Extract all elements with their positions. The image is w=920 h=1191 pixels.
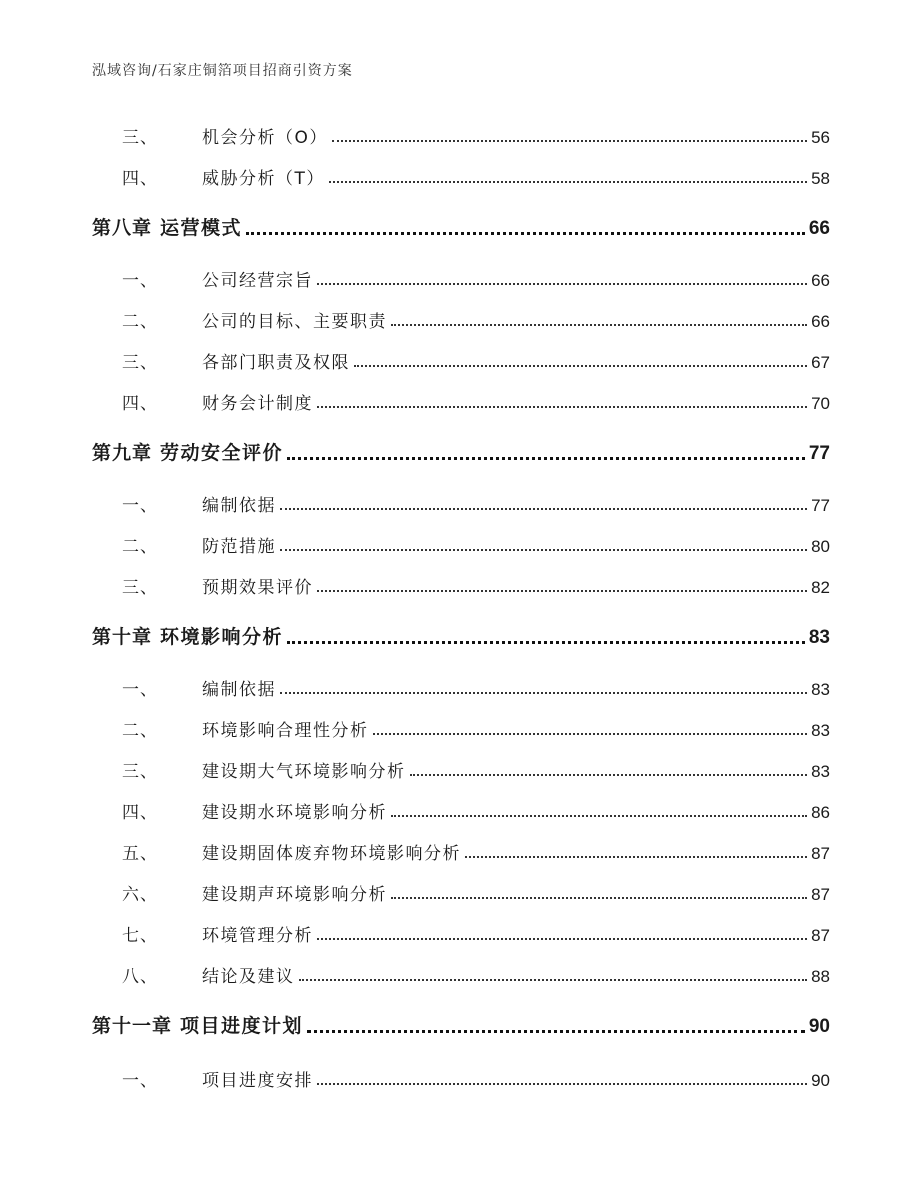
toc-entry[interactable] — [92, 118, 830, 148]
page-number: 83 — [811, 721, 830, 740]
page-number: 87 — [811, 926, 830, 945]
section-title: 环境影响合理性分析 — [202, 721, 369, 741]
page-number: 77 — [808, 443, 830, 464]
page-number: 82 — [811, 578, 830, 597]
section-number: 一、 — [122, 271, 158, 291]
chapter-label: 第十一章 — [92, 1015, 173, 1037]
toc-entry[interactable] — [92, 752, 830, 782]
toc-entry[interactable] — [92, 302, 830, 332]
page-number: 56 — [811, 128, 830, 147]
section-number: 八、 — [122, 967, 158, 987]
dot-leader — [332, 139, 807, 142]
section-title: 建设期大气环境影响分析 — [202, 762, 406, 782]
section-title: 防范措施 — [202, 537, 276, 557]
dot-leader — [287, 640, 805, 644]
toc-entry[interactable] — [92, 916, 830, 946]
section-number: 六、 — [122, 885, 158, 905]
section-number: 一、 — [122, 1071, 158, 1091]
dot-leader — [307, 1029, 805, 1033]
page-number: 66 — [811, 312, 830, 331]
page-number: 88 — [811, 967, 830, 986]
section-title: 威胁分析（T） — [202, 169, 325, 189]
section-title: 建设期固体废弃物环境影响分析 — [202, 844, 461, 864]
page-number: 90 — [811, 1071, 830, 1090]
page-number: 83 — [811, 680, 830, 699]
chapter-title: 劳动安全评价 — [160, 442, 284, 464]
dot-leader — [317, 589, 807, 592]
section-title: 公司的目标、主要职责 — [202, 312, 387, 332]
dot-leader — [317, 282, 807, 285]
section-title: 编制依据 — [202, 496, 276, 516]
toc-entry[interactable] — [92, 568, 830, 598]
section-number: 四、 — [122, 394, 158, 414]
toc-entry[interactable] — [92, 875, 830, 905]
dot-leader — [373, 732, 808, 735]
page-number: 87 — [811, 885, 830, 904]
section-number: 二、 — [122, 721, 158, 741]
page-number: 66 — [808, 218, 830, 239]
running-header: 泓域咨询/石家庄铜箔项目招商引资方案 — [92, 63, 353, 79]
toc-chapter[interactable] — [92, 210, 830, 240]
dot-leader — [410, 773, 808, 776]
chapter-title: 运营模式 — [160, 217, 243, 239]
section-title: 公司经营宗旨 — [202, 271, 313, 291]
page-number: 83 — [811, 762, 830, 781]
toc-chapter[interactable] — [92, 619, 830, 649]
page-number: 66 — [811, 271, 830, 290]
dot-leader — [287, 456, 805, 460]
page-number: 86 — [811, 803, 830, 822]
section-title: 结论及建议 — [202, 967, 295, 987]
toc-entry[interactable] — [92, 834, 830, 864]
toc-chapter[interactable] — [92, 435, 830, 465]
dot-leader — [280, 691, 807, 694]
section-number: 五、 — [122, 844, 158, 864]
toc-entry[interactable] — [92, 527, 830, 557]
section-title: 编制依据 — [202, 680, 276, 700]
chapter-title: 环境影响分析 — [160, 626, 284, 648]
toc-entry[interactable] — [92, 384, 830, 414]
toc-entry[interactable] — [92, 711, 830, 741]
section-number: 三、 — [122, 128, 158, 148]
section-number: 三、 — [122, 353, 158, 373]
dot-leader — [391, 323, 807, 326]
chapter-title: 项目进度计划 — [180, 1015, 304, 1037]
toc-entry[interactable] — [92, 261, 830, 291]
section-title: 建设期水环境影响分析 — [202, 803, 387, 823]
chapter-label: 第十章 — [92, 626, 153, 648]
dot-leader — [280, 507, 807, 510]
section-number: 四、 — [122, 803, 158, 823]
page-number: 90 — [808, 1016, 830, 1037]
section-title: 项目进度安排 — [202, 1071, 313, 1091]
section-title: 环境管理分析 — [202, 926, 313, 946]
section-number: 二、 — [122, 537, 158, 557]
page-number: 87 — [811, 844, 830, 863]
dot-leader — [246, 231, 805, 235]
page-number: 77 — [811, 496, 830, 515]
toc-entry[interactable] — [92, 159, 830, 189]
section-number: 七、 — [122, 926, 158, 946]
section-title: 建设期声环境影响分析 — [202, 885, 387, 905]
section-number: 三、 — [122, 578, 158, 598]
dot-leader — [391, 814, 807, 817]
section-number: 二、 — [122, 312, 158, 332]
header-divider — [90, 86, 830, 87]
dot-leader — [299, 978, 808, 981]
section-number: 一、 — [122, 680, 158, 700]
section-title: 各部门职责及权限 — [202, 353, 350, 373]
toc-entry[interactable] — [92, 486, 830, 516]
toc-chapter[interactable] — [92, 1008, 830, 1038]
section-number: 四、 — [122, 169, 158, 189]
toc-entry[interactable] — [92, 670, 830, 700]
dot-leader — [465, 855, 807, 858]
page-number: 70 — [811, 394, 830, 413]
section-number: 一、 — [122, 496, 158, 516]
chapter-label: 第八章 — [92, 217, 153, 239]
dot-leader — [317, 405, 807, 408]
chapter-label: 第九章 — [92, 442, 153, 464]
page-number: 58 — [811, 169, 830, 188]
page-number: 67 — [811, 353, 830, 372]
toc-entry[interactable] — [92, 793, 830, 823]
dot-leader — [280, 548, 807, 551]
dot-leader — [317, 937, 807, 940]
page-number: 83 — [808, 627, 830, 648]
toc-entry[interactable] — [92, 957, 830, 987]
section-number: 三、 — [122, 762, 158, 782]
section-title: 机会分析（O） — [202, 128, 328, 148]
page-number: 80 — [811, 537, 830, 556]
dot-leader — [354, 364, 807, 367]
toc-entry[interactable] — [92, 1061, 830, 1091]
dot-leader — [317, 1082, 807, 1085]
section-title: 财务会计制度 — [202, 394, 313, 414]
section-title: 预期效果评价 — [202, 578, 313, 598]
dot-leader — [329, 180, 807, 183]
toc-entry[interactable] — [92, 343, 830, 373]
dot-leader — [391, 896, 807, 899]
